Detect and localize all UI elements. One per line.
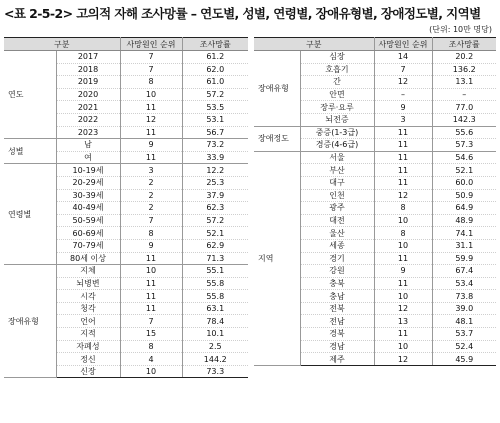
row-item: 정신 (56, 353, 120, 366)
row-item: 50-59세 (56, 214, 120, 227)
row-rate: 53.1 (182, 113, 248, 126)
row-rate: 25.3 (182, 176, 248, 189)
row-item: 남 (56, 139, 120, 152)
row-rate: 55.6 (432, 126, 496, 139)
row-rank: 10 (120, 365, 182, 378)
row-rank: 9 (374, 101, 432, 114)
row-rank: 13 (374, 315, 432, 328)
unit-note: (단위: 10만 명당) (429, 25, 492, 34)
row-item: 강원 (300, 265, 374, 278)
row-item: 중증(1-3급) (300, 126, 374, 139)
row-rate: 33.9 (182, 151, 248, 164)
row-item: 지적 (56, 328, 120, 341)
row-rate: 55.8 (182, 290, 248, 303)
row-item: 2020 (56, 88, 120, 101)
row-item: 80세 이상 (56, 252, 120, 265)
row-item: 자폐성 (56, 340, 120, 353)
row-rank: 10 (374, 290, 432, 303)
row-rate: 61.0 (182, 76, 248, 89)
row-rate: 53.5 (182, 101, 248, 114)
row-item: 제주 (300, 353, 374, 366)
row-item: 70-79세 (56, 239, 120, 252)
table-row (254, 126, 496, 139)
row-rate: 60.0 (432, 176, 496, 189)
row-rate: 56.7 (182, 126, 248, 139)
row-item: 부산 (300, 164, 374, 177)
row-rank: 14 (374, 51, 432, 64)
row-item: 2018 (56, 63, 120, 76)
right-table-body (254, 51, 496, 366)
row-rate: 52.4 (432, 340, 496, 353)
row-item: 30-39세 (56, 189, 120, 202)
row-rank: 7 (120, 214, 182, 227)
row-item: 경증(4-6급) (300, 139, 374, 152)
row-rank: 8 (120, 340, 182, 353)
row-rate: 53.4 (432, 277, 496, 290)
row-rank: 11 (120, 290, 182, 303)
row-rank: – (374, 88, 432, 101)
row-rate: 12.2 (182, 164, 248, 177)
row-item: 2022 (56, 113, 120, 126)
row-rank: 7 (374, 63, 432, 76)
row-rank: 7 (120, 315, 182, 328)
row-item: 60-69세 (56, 227, 120, 240)
row-rank: 10 (120, 88, 182, 101)
row-rank: 11 (374, 176, 432, 189)
row-rank: 4 (120, 353, 182, 366)
table-row (4, 265, 248, 278)
row-rate: 52.1 (432, 164, 496, 177)
row-rate: 39.0 (432, 302, 496, 315)
row-rate: 31.1 (432, 239, 496, 252)
row-rate: 136.2 (432, 63, 496, 76)
row-rank: 3 (120, 164, 182, 177)
row-rate: 48.9 (432, 214, 496, 227)
row-rate: 50.9 (432, 189, 496, 202)
row-rank: 8 (120, 227, 182, 240)
row-rank: 9 (120, 239, 182, 252)
row-item: 뇌전증 (300, 113, 374, 126)
row-rank: 10 (374, 340, 432, 353)
row-rank: 11 (374, 277, 432, 290)
row-rate: 64.9 (432, 202, 496, 215)
row-rank: 7 (120, 63, 182, 76)
row-rank: 15 (120, 328, 182, 341)
row-item: 전남 (300, 315, 374, 328)
row-item: 2019 (56, 76, 120, 89)
row-item: 서울 (300, 151, 374, 164)
row-item: 대구 (300, 176, 374, 189)
group-label: 연도 (4, 51, 56, 139)
row-rate: 62.0 (182, 63, 248, 76)
row-rank: 12 (374, 302, 432, 315)
row-item: 신장 (56, 365, 120, 378)
row-item: 20-29세 (56, 176, 120, 189)
row-rate: – (432, 88, 496, 101)
row-rank: 2 (120, 202, 182, 215)
header-rank: 사망원인 순위 (120, 38, 182, 51)
row-rate: 20.2 (432, 51, 496, 64)
row-rate: 57.2 (182, 214, 248, 227)
row-rank: 11 (374, 328, 432, 341)
right-table (254, 37, 496, 366)
row-rate: 10.1 (182, 328, 248, 341)
row-rank: 10 (120, 265, 182, 278)
row-item: 지체 (56, 265, 120, 278)
row-rate: 142.3 (432, 113, 496, 126)
row-rate: 54.6 (432, 151, 496, 164)
row-rank: 11 (374, 164, 432, 177)
row-rank: 11 (120, 126, 182, 139)
row-rank: 10 (374, 214, 432, 227)
row-rate: 63.1 (182, 302, 248, 315)
group-label: 성별 (4, 139, 56, 164)
row-rate: 45.9 (432, 353, 496, 366)
row-rate: 62.9 (182, 239, 248, 252)
row-rate: 59.9 (432, 252, 496, 265)
row-rank: 11 (120, 101, 182, 114)
row-item: 대전 (300, 214, 374, 227)
row-rank: 11 (374, 252, 432, 265)
left-table-body (4, 51, 248, 378)
row-rate: 144.2 (182, 353, 248, 366)
row-item: 시각 (56, 290, 120, 303)
row-rank: 12 (374, 353, 432, 366)
row-item: 언어 (56, 315, 120, 328)
row-item: 충남 (300, 290, 374, 303)
row-item: 경기 (300, 252, 374, 265)
row-rank: 11 (374, 126, 432, 139)
row-rate: 13.1 (432, 76, 496, 89)
row-item: 안면 (300, 88, 374, 101)
row-item: 뇌병변 (56, 277, 120, 290)
row-rate: 67.4 (432, 265, 496, 278)
row-rate: 57.2 (182, 88, 248, 101)
row-item: 심장 (300, 51, 374, 64)
row-rate: 2.5 (182, 340, 248, 353)
row-item: 인천 (300, 189, 374, 202)
row-rate: 77.0 (432, 101, 496, 114)
header-category: 구분 (4, 38, 120, 51)
row-rate: 53.7 (432, 328, 496, 341)
row-rank: 8 (120, 76, 182, 89)
row-item: 장루·요루 (300, 101, 374, 114)
row-item: 광주 (300, 202, 374, 215)
row-rank: 9 (120, 139, 182, 152)
row-item: 전북 (300, 302, 374, 315)
row-rate: 52.1 (182, 227, 248, 240)
group-label: 장애유형 (254, 51, 300, 127)
row-rate: 55.1 (182, 265, 248, 278)
row-rank: 9 (374, 265, 432, 278)
header-rank: 사망원인 순위 (374, 38, 432, 51)
row-item: 세종 (300, 239, 374, 252)
row-rate: 73.8 (432, 290, 496, 303)
row-item: 2021 (56, 101, 120, 114)
row-rank: 2 (120, 176, 182, 189)
row-rate: 74.1 (432, 227, 496, 240)
row-rank: 11 (120, 151, 182, 164)
header-category: 구분 (254, 38, 374, 51)
row-rank: 11 (120, 252, 182, 265)
group-label: 지역 (254, 151, 300, 365)
row-item: 호흡기 (300, 63, 374, 76)
row-rank: 11 (374, 151, 432, 164)
row-item: 여 (56, 151, 120, 164)
row-rank: 11 (374, 139, 432, 152)
row-rank: 7 (120, 51, 182, 64)
row-item: 경남 (300, 340, 374, 353)
row-rank: 11 (120, 302, 182, 315)
row-rank: 3 (374, 113, 432, 126)
group-label: 장애유형 (4, 265, 56, 378)
row-rate: 73.2 (182, 139, 248, 152)
row-item: 40-49세 (56, 202, 120, 215)
table-row (254, 151, 496, 164)
row-rank: 8 (374, 227, 432, 240)
header-rate: 조사망률 (432, 38, 496, 51)
left-table (4, 37, 248, 378)
row-item: 간 (300, 76, 374, 89)
row-rank: 11 (120, 277, 182, 290)
row-item: 2017 (56, 51, 120, 64)
row-rate: 55.8 (182, 277, 248, 290)
row-rank: 12 (374, 189, 432, 202)
group-label: 연령별 (4, 164, 56, 265)
row-rate: 37.9 (182, 189, 248, 202)
row-item: 울산 (300, 227, 374, 240)
table-row (254, 51, 496, 64)
row-rank: 12 (120, 113, 182, 126)
row-rank: 12 (374, 76, 432, 89)
row-rate: 73.3 (182, 365, 248, 378)
row-item: 2023 (56, 126, 120, 139)
table-row (4, 139, 248, 152)
row-item: 충북 (300, 277, 374, 290)
row-rate: 71.3 (182, 252, 248, 265)
row-rank: 2 (120, 189, 182, 202)
group-label: 장애정도 (254, 126, 300, 151)
row-item: 경북 (300, 328, 374, 341)
row-rate: 61.2 (182, 51, 248, 64)
row-rate: 78.4 (182, 315, 248, 328)
row-rate: 48.1 (432, 315, 496, 328)
header-rate: 조사망률 (182, 38, 248, 51)
row-rate: 62.3 (182, 202, 248, 215)
row-item: 청각 (56, 302, 120, 315)
row-rate: 57.3 (432, 139, 496, 152)
row-item: 10-19세 (56, 164, 120, 177)
table-row (4, 164, 248, 177)
table-title: <표 2-5-2> 고의적 자해 조사망률 – 연도별, 성별, 연령별, 장애유형별, 장애정도별, 지역별 (4, 6, 481, 21)
table-row (4, 51, 248, 64)
row-rank: 10 (374, 239, 432, 252)
row-rank: 8 (374, 202, 432, 215)
